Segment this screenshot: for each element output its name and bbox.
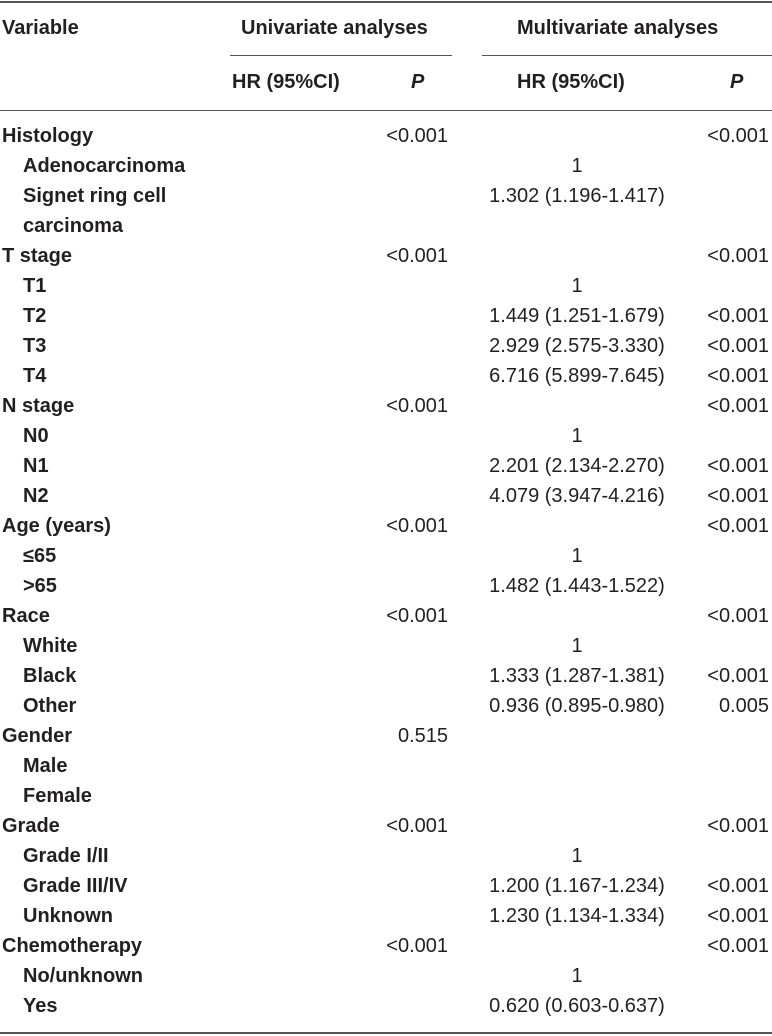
row-sub-label: No/unknown — [23, 965, 143, 987]
row-sub-label: N0 — [23, 425, 49, 447]
header-uni-hr: HR (95%CI) — [232, 71, 340, 93]
multivariate-p-value: <0.001 — [707, 905, 769, 927]
row-group-label: Histology — [2, 125, 94, 147]
row-group-label: Race — [2, 605, 50, 627]
row-sub-label: Yes — [23, 995, 58, 1017]
header-univariate: Univariate analyses — [241, 17, 428, 39]
row-group-label: Grade — [2, 815, 60, 837]
header-rule — [0, 110, 772, 111]
header-multi-p: P — [730, 71, 744, 93]
row-group-label: T stage — [2, 245, 73, 267]
multivariate-hr-value: 1 — [571, 965, 583, 987]
multivariate-hr-value: 1 — [571, 545, 583, 567]
multivariate-hr-value: 1.200 (1.167-1.234) — [489, 875, 665, 897]
multivariate-underline — [482, 55, 772, 56]
multivariate-hr-value: 2.929 (2.575-3.330) — [489, 335, 665, 357]
header-multi-hr: HR (95%CI) — [517, 71, 625, 93]
multivariate-p-value: <0.001 — [707, 365, 769, 387]
row-sub-label: Adenocarcinoma — [23, 155, 186, 177]
multivariate-p-value: 0.005 — [718, 695, 769, 717]
row-sub-label: carcinoma — [23, 215, 124, 237]
univariate-p-value: <0.001 — [386, 605, 448, 627]
row-group-label: Chemotherapy — [2, 935, 143, 957]
multivariate-hr-value: 1 — [571, 635, 583, 657]
multivariate-hr-value: 4.079 (3.947-4.216) — [489, 485, 665, 507]
univariate-p-value: <0.001 — [386, 395, 448, 417]
row-group-label: Age (years) — [2, 515, 111, 537]
row-sub-label: T4 — [23, 365, 47, 387]
row-sub-label: N2 — [23, 485, 49, 507]
multivariate-hr-value: 1.482 (1.443-1.522) — [489, 575, 665, 597]
row-sub-label: Grade I/II — [23, 845, 109, 867]
multivariate-hr-value: 1.230 (1.134-1.334) — [489, 905, 665, 927]
multivariate-p-value: <0.001 — [707, 665, 769, 687]
multivariate-hr-value: 6.716 (5.899-7.645) — [489, 365, 665, 387]
top-rule — [0, 1, 772, 3]
multivariate-p-value: <0.001 — [707, 875, 769, 897]
multivariate-p-value: <0.001 — [707, 455, 769, 477]
univariate-p-value: <0.001 — [386, 815, 448, 837]
row-sub-label: >65 — [23, 575, 57, 597]
univariate-p-value: <0.001 — [386, 125, 448, 147]
multivariate-p-value: <0.001 — [707, 335, 769, 357]
row-sub-label: Male — [23, 755, 68, 777]
multivariate-hr-value: 1 — [571, 845, 583, 867]
univariate-underline — [230, 55, 452, 56]
univariate-p-value: <0.001 — [386, 515, 448, 537]
multivariate-p-value: <0.001 — [707, 815, 769, 837]
multivariate-p-value: <0.001 — [707, 935, 769, 957]
row-group-label: Gender — [2, 725, 73, 747]
multivariate-p-value: <0.001 — [707, 605, 769, 627]
row-sub-label: Female — [23, 785, 92, 807]
row-sub-label: T2 — [23, 305, 47, 327]
multivariate-hr-value: 2.201 (2.134-2.270) — [489, 455, 665, 477]
multivariate-hr-value: 1.333 (1.287-1.381) — [489, 665, 665, 687]
multivariate-p-value: <0.001 — [707, 485, 769, 507]
row-sub-label: N1 — [23, 455, 49, 477]
row-sub-label: White — [23, 635, 78, 657]
row-sub-label: T1 — [23, 275, 47, 297]
row-sub-label: ≤65 — [23, 545, 57, 567]
row-sub-label: Unknown — [23, 905, 113, 927]
row-sub-label: Black — [23, 665, 77, 687]
multivariate-p-value: <0.001 — [707, 305, 769, 327]
multivariate-p-value: <0.001 — [707, 515, 769, 537]
multivariate-hr-value: 0.936 (0.895-0.980) — [489, 695, 665, 717]
row-group-label: N stage — [2, 395, 75, 417]
row-sub-label: T3 — [23, 335, 47, 357]
header-multivariate: Multivariate analyses — [517, 17, 719, 39]
univariate-p-value: <0.001 — [386, 935, 448, 957]
header-variable: Variable — [2, 17, 79, 39]
multivariate-p-value: <0.001 — [707, 125, 769, 147]
row-sub-label: Other — [23, 695, 77, 717]
multivariate-hr-value: 1 — [571, 155, 583, 177]
multivariate-hr-value: 1.302 (1.196-1.417) — [489, 185, 665, 207]
header-uni-p: P — [411, 71, 425, 93]
bottom-rule — [0, 1032, 772, 1034]
univariate-p-value: <0.001 — [386, 245, 448, 267]
row-sub-label: Grade III/IV — [23, 875, 128, 897]
multivariate-hr-value: 1 — [571, 275, 583, 297]
row-sub-label: Signet ring cell — [23, 185, 167, 207]
univariate-p-value: 0.515 — [397, 725, 448, 747]
multivariate-hr-value: 0.620 (0.603-0.637) — [489, 995, 665, 1017]
multivariate-p-value: <0.001 — [707, 245, 769, 267]
multivariate-hr-value: 1 — [571, 425, 583, 447]
multivariate-hr-value: 1.449 (1.251-1.679) — [489, 305, 665, 327]
multivariate-p-value: <0.001 — [707, 395, 769, 417]
